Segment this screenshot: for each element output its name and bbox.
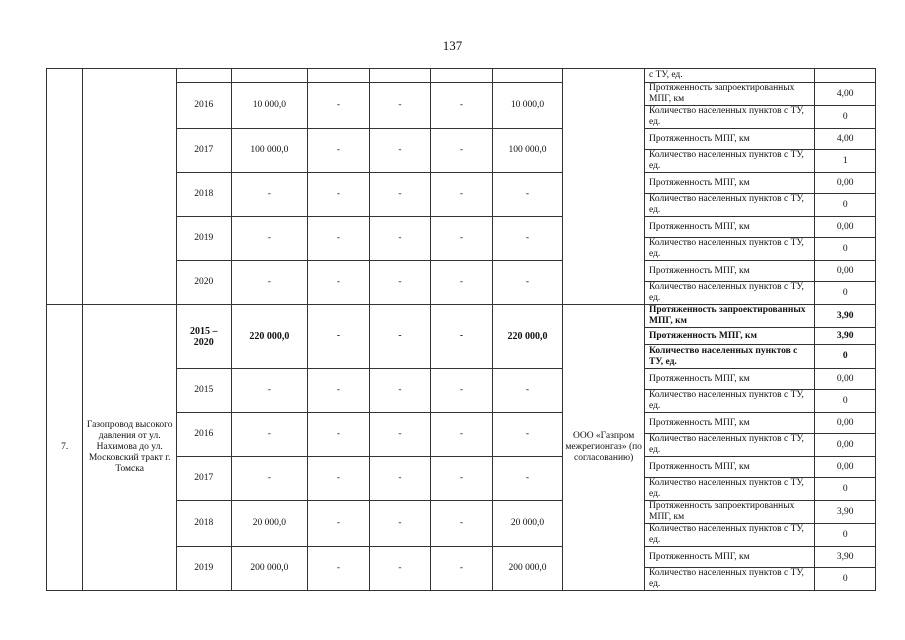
total-cell: - <box>231 173 308 217</box>
number-cell-prev <box>47 69 83 305</box>
budget-cell: - <box>431 369 493 413</box>
executor-cell: ООО «Газпром межрегионгаз» (по согласованию) <box>563 305 645 591</box>
value-cell: 4,00 <box>815 129 876 150</box>
extra-budget-cell: 10 000,0 <box>492 83 563 129</box>
budget-cell: - <box>308 547 370 591</box>
extra-budget-cell: - <box>492 217 563 261</box>
total-cell: - <box>231 457 308 501</box>
indicator-cell: Протяженность запроектированных МПГ, км <box>645 83 815 106</box>
value-cell: 0,00 <box>815 413 876 434</box>
value-cell: 0,00 <box>815 173 876 194</box>
budget-cell: - <box>431 457 493 501</box>
budget-cell: - <box>431 305 493 369</box>
value-cell: 0,00 <box>815 434 876 457</box>
budget-cell: - <box>308 413 370 457</box>
indicator-cell: Количество населенных пунктов с ТУ, ед. <box>645 434 815 457</box>
indicator-cell: Протяженность МПГ, км <box>645 328 815 345</box>
year-cell: 2016 <box>177 413 231 457</box>
budget-cell: - <box>308 501 370 547</box>
budget-cell: - <box>369 457 431 501</box>
budget-cell: - <box>431 547 493 591</box>
extra-budget-cell: - <box>492 413 563 457</box>
year-cell: 2019 <box>177 547 231 591</box>
value-cell: 0 <box>815 282 876 305</box>
indicator-cell: Количество населенных пунктов с ТУ, ед. <box>645 106 815 129</box>
value-cell: 3,90 <box>815 305 876 328</box>
budget-cell: - <box>369 501 431 547</box>
budget-cell: - <box>308 83 370 129</box>
page-number: 137 <box>442 38 463 53</box>
budget-cell: - <box>431 129 493 173</box>
year-cell: 2017 <box>177 457 231 501</box>
budget-cell: - <box>369 261 431 305</box>
item-number: 7. <box>47 305 83 591</box>
budget-cell: - <box>431 261 493 305</box>
extra-budget-cell: - <box>492 173 563 217</box>
budget-cell: - <box>308 369 370 413</box>
value-cell: 0 <box>815 106 876 129</box>
extra-budget-cell: 20 000,0 <box>492 501 563 547</box>
total-cell: 20 000,0 <box>231 501 308 547</box>
budget-cell: - <box>308 217 370 261</box>
value-cell: 3,90 <box>815 328 876 345</box>
year-cell: 2017 <box>177 129 231 173</box>
budget-cell: - <box>369 217 431 261</box>
total-cell: 10 000,0 <box>231 83 308 129</box>
indicator-cell: Количество населенных пунктов с ТУ, ед. <box>645 390 815 413</box>
budget-cell: - <box>431 413 493 457</box>
total-cell: - <box>231 261 308 305</box>
value-cell: 3,90 <box>815 501 876 524</box>
program-table <box>46 68 876 591</box>
value-cell: 0 <box>815 478 876 501</box>
year-cell: 2015 – 2020 <box>177 305 231 369</box>
indicator-cell: Количество населенных пунктов с ТУ, ед. <box>645 568 815 591</box>
budget-cell: - <box>369 173 431 217</box>
budget-cell: - <box>369 83 431 129</box>
indicator-cell: Протяженность МПГ, км <box>645 173 815 194</box>
year-cell: 2019 <box>177 217 231 261</box>
total-cell: - <box>231 217 308 261</box>
indicator-cell: Количество населенных пунктов с ТУ, ед. <box>645 282 815 305</box>
executor-cell-prev <box>563 69 645 305</box>
extra-budget-cell: 200 000,0 <box>492 547 563 591</box>
value-cell: 0 <box>815 194 876 217</box>
total-cell: 200 000,0 <box>231 547 308 591</box>
year-cell: 2020 <box>177 261 231 305</box>
item-name: Газопровод высокого давления от ул. Нахимова до ул. Московский тракт г. Томска <box>83 305 177 591</box>
budget-cell: - <box>308 261 370 305</box>
indicator-cell: Протяженность МПГ, км <box>645 217 815 238</box>
table-row <box>47 305 876 328</box>
year-cell: 2015 <box>177 369 231 413</box>
budget-cell: - <box>308 173 370 217</box>
value-cell: 0,00 <box>815 369 876 390</box>
value-cell: 0,00 <box>815 261 876 282</box>
budget-cell: - <box>369 547 431 591</box>
indicator-cell: с ТУ, ед. <box>645 69 815 83</box>
indicator-cell: Протяженность запроектированных МПГ, км <box>645 501 815 524</box>
indicator-cell: Количество населенных пунктов с ТУ, ед. <box>645 150 815 173</box>
budget-cell: - <box>431 217 493 261</box>
name-cell-prev <box>83 69 177 305</box>
indicator-cell: Протяженность МПГ, км <box>645 413 815 434</box>
indicator-cell: Количество населенных пунктов с ТУ, ед. <box>645 194 815 217</box>
indicator-cell: Количество населенных пунктов с ТУ, ед. <box>645 524 815 547</box>
extra-budget-cell: 220 000,0 <box>492 305 563 369</box>
budget-cell: - <box>431 173 493 217</box>
budget-cell: - <box>308 129 370 173</box>
indicator-cell: Протяженность МПГ, км <box>645 369 815 390</box>
budget-cell: - <box>369 413 431 457</box>
value-cell: 0 <box>815 390 876 413</box>
total-cell: - <box>231 369 308 413</box>
table-row <box>47 69 876 83</box>
indicator-cell: Количество населенных пунктов с ТУ, ед. <box>645 478 815 501</box>
indicator-cell: Протяженность МПГ, км <box>645 547 815 568</box>
extra-budget-cell: 100 000,0 <box>492 129 563 173</box>
budget-cell: - <box>308 305 370 369</box>
total-cell: 100 000,0 <box>231 129 308 173</box>
extra-budget-cell: - <box>492 261 563 305</box>
value-cell: 4,00 <box>815 83 876 106</box>
year-cell: 2018 <box>177 501 231 547</box>
value-cell <box>815 69 876 83</box>
budget-cell: - <box>369 369 431 413</box>
value-cell: 0,00 <box>815 217 876 238</box>
extra-budget-cell: - <box>492 369 563 413</box>
indicator-cell: Протяженность запроектированных МПГ, км <box>645 305 815 328</box>
indicator-cell: Протяженность МПГ, км <box>645 261 815 282</box>
extra-budget-cell: - <box>492 457 563 501</box>
total-cell: - <box>231 413 308 457</box>
value-cell: 0 <box>815 238 876 261</box>
budget-cell: - <box>308 457 370 501</box>
year-cell: 2016 <box>177 83 231 129</box>
value-cell: 0 <box>815 524 876 547</box>
indicator-cell: Протяженность МПГ, км <box>645 129 815 150</box>
indicator-cell: Количество населенных пунктов с ТУ, ед. <box>645 345 815 369</box>
value-cell: 3,90 <box>815 547 876 568</box>
value-cell: 0,00 <box>815 457 876 478</box>
value-cell: 1 <box>815 150 876 173</box>
indicator-cell: Протяженность МПГ, км <box>645 457 815 478</box>
indicator-cell: Количество населенных пунктов с ТУ, ед. <box>645 238 815 261</box>
year-cell: 2018 <box>177 173 231 217</box>
value-cell: 0 <box>815 568 876 591</box>
budget-cell: - <box>431 501 493 547</box>
total-cell: 220 000,0 <box>231 305 308 369</box>
budget-cell: - <box>369 129 431 173</box>
budget-cell: - <box>431 83 493 129</box>
budget-cell: - <box>369 305 431 369</box>
value-cell: 0 <box>815 345 876 369</box>
